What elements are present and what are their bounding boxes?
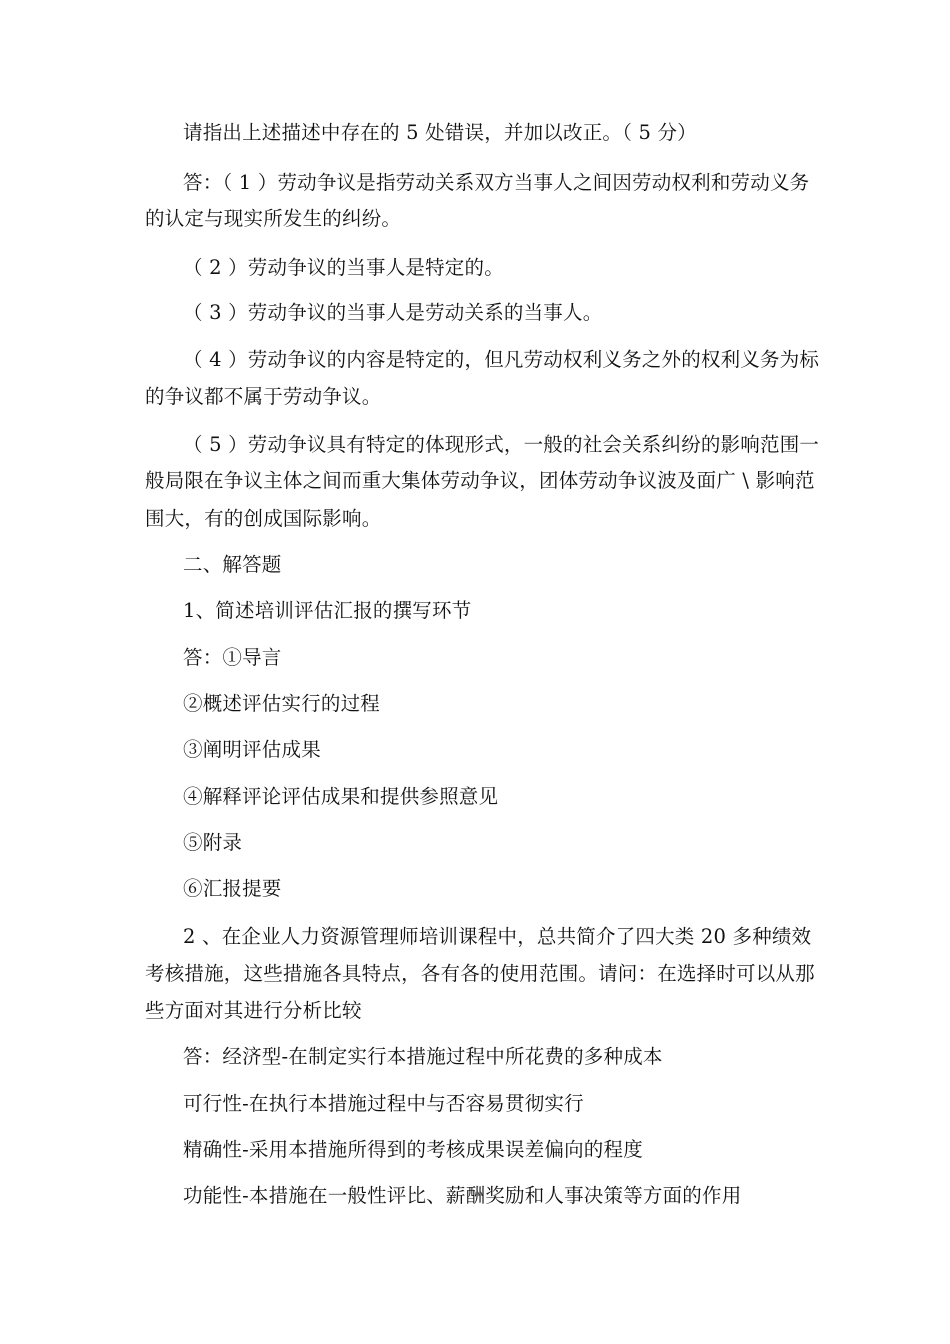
q2-answer-item-1: 答：经济型-在制定实行本措施过程中所花费的多种成本: [183, 1045, 663, 1068]
answer-1-line-2: 的认定与现实所发生的纠纷。: [145, 207, 402, 230]
question-instruction: 请指出上述描述中存在的 5 处错误，并加以改正。（ 5 分）: [183, 121, 697, 144]
answer-2: （ 2 ）劳动争议的当事人是特定的。: [183, 256, 504, 279]
question-2-line-3: 些方面对其进行分析比较: [145, 999, 362, 1022]
q2-answer-item-4: 功能性-本措施在一般性评比、薪酬奖励和人事决策等方面的作用: [183, 1184, 742, 1207]
answer-4-line-1: （ 4 ）劳动争议的内容是特定的，但凡劳动权利义务之外的权利义务为标: [183, 348, 820, 371]
q1-answer-item-6: ⑥汇报提要: [183, 877, 282, 900]
answer-5-line-2: 般局限在争议主体之间而重大集体劳动争议，团体劳动争议波及面广 \ 影响范: [145, 469, 815, 492]
q2-answer-item-2: 可行性-在执行本措施过程中与否容易贯彻实行: [183, 1092, 584, 1115]
section-heading: 二、解答题: [183, 553, 282, 576]
answer-1-line-1: 答：（ 1 ）劳动争议是指劳动关系双方当事人之间因劳动权利和劳动义务: [183, 171, 810, 194]
q1-answer-item-5: ⑤附录: [183, 831, 243, 854]
answer-3: （ 3 ）劳动争议的当事人是劳动关系的当事人。: [183, 301, 603, 324]
question-2-line-1: 2 、在企业人力资源管理师培训课程中，总共简介了四大类 20 多种绩效: [183, 925, 812, 948]
q2-answer-item-3: 精确性-采用本措施所得到的考核成果误差偏向的程度: [183, 1138, 643, 1161]
q1-answer-item-3: ③阐明评估成果: [183, 738, 321, 761]
answer-5-line-3: 围大，有的创成国际影响。: [145, 507, 382, 530]
answer-4-line-2: 的争议都不属于劳动争议。: [145, 385, 382, 408]
q1-answer-item-2: ②概述评估实行的过程: [183, 692, 381, 715]
question-1: 1、简述培训评估汇报的撰写环节: [183, 599, 472, 622]
answer-5-line-1: （ 5 ）劳动争议具有特定的体现形式，一般的社会关系纠纷的影响范围一: [183, 433, 820, 456]
question-2-line-2: 考核措施，这些措施各具特点，各有各的使用范围。请问：在选择时可以从那: [145, 962, 815, 985]
q1-answer-item-1: 答：①导言: [183, 646, 282, 669]
q1-answer-item-4: ④解释评论评估成果和提供参照意见: [183, 785, 499, 808]
